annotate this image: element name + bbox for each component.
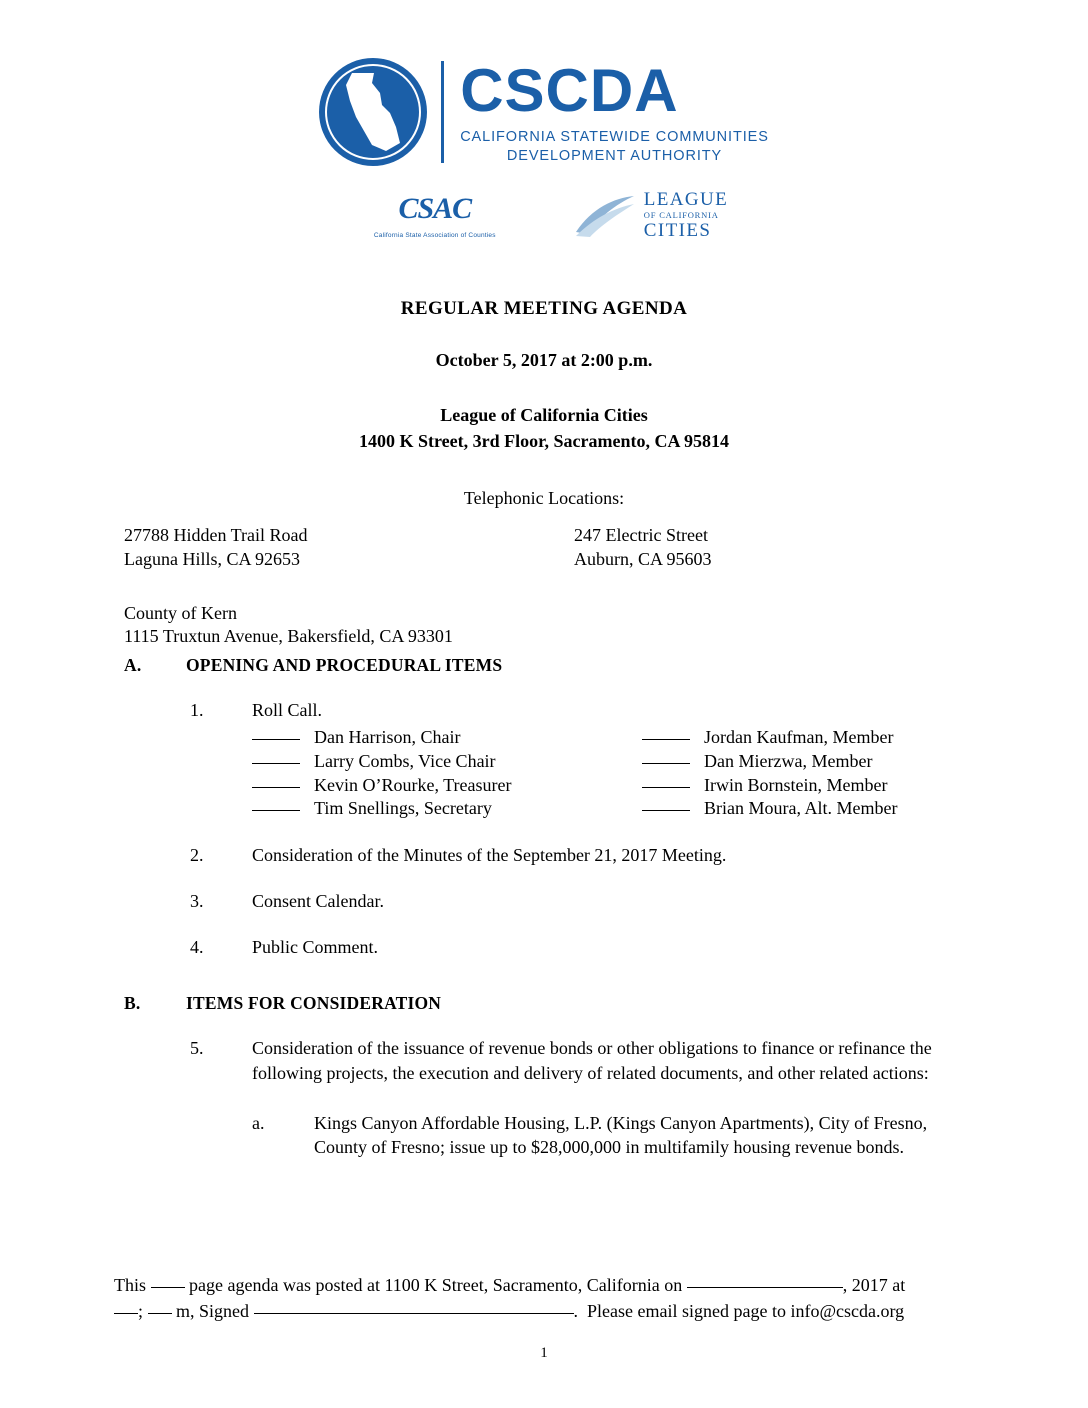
roll-call-name: Irwin Bornstein, Member: [704, 774, 888, 795]
telephonic-row: [124, 548, 964, 572]
league-line-3: CITIES: [643, 219, 712, 241]
meeting-datetime: October 5, 2017 at 2:00 p.m.: [435, 350, 653, 370]
league-line-2: OF CALIFORNIA: [643, 209, 719, 220]
league-of-california-cities-logo: [574, 190, 728, 241]
roll-call-entry: [252, 797, 642, 821]
section-a-letter: A.: [124, 655, 142, 675]
minute-blank[interactable]: [148, 1313, 172, 1314]
footer-part-6: .: [573, 1301, 579, 1322]
cscda-logo-area: [0, 58, 1088, 171]
section-b-title: ITEMS FOR CONSIDERATION: [186, 993, 442, 1014]
telephonic-third-name: County of Kern: [124, 602, 237, 623]
roll-call-checkbox-line[interactable]: [252, 763, 300, 764]
section-heading-b: [124, 993, 1088, 1014]
agenda-item-3: [190, 889, 1088, 913]
roll-call-entry: [642, 774, 887, 798]
brand-acronym: CSCDA: [460, 57, 679, 124]
table-row: [252, 750, 1088, 774]
section-a-title: OPENING AND PROCEDURAL ITEMS: [186, 655, 503, 675]
section-b-letter: B.: [124, 993, 141, 1014]
agenda-item-1-text: Roll Call.: [252, 700, 323, 720]
footer-part-1: This: [114, 1275, 147, 1295]
hour-blank[interactable]: [114, 1313, 138, 1314]
agenda-item-2: [190, 843, 1088, 867]
csac-subtitle: California State Association of Counties: [373, 231, 496, 239]
page-count-blank[interactable]: [151, 1287, 185, 1288]
cscda-wordmark: [441, 57, 769, 164]
agenda-item-1-number: 1.: [190, 700, 204, 720]
telephonic-left-address: 27788 Hidden Trail Road: [124, 525, 308, 545]
agenda-item-1: [190, 698, 1088, 722]
roll-call-checkbox-line[interactable]: [252, 739, 300, 740]
telephonic-third-location: [124, 602, 964, 650]
agenda-item-3-text: Consent Calendar.: [252, 891, 384, 912]
page-title: REGULAR MEETING AGENDA: [400, 298, 688, 319]
roll-call-name: Brian Moura, Alt. Member: [704, 798, 898, 819]
telephonic-third-address: 1115 Truxtun Avenue, Bakersfield, CA 93301: [124, 626, 453, 647]
footer-part-4: ;: [138, 1301, 144, 1322]
roll-call-name: Jordan Kaufman, Member: [704, 727, 894, 748]
roll-call-name: Tim Snellings, Secretary: [314, 798, 492, 819]
agenda-item-5-text: Consideration of the issuance of revenue bonds or other obligations to finance or refinance the following projects, the execution and delivery of related documents, and other related actions:: [252, 1038, 932, 1083]
cscda-logo: [319, 58, 769, 166]
roll-call-checkbox-line[interactable]: [642, 810, 690, 811]
title-block: [0, 298, 1088, 509]
telephonic-row: [124, 524, 964, 548]
roll-call-checkbox-line[interactable]: [642, 763, 690, 764]
table-row: [252, 797, 1088, 821]
roll-call-entry: [642, 750, 872, 774]
agenda-body: [0, 655, 1088, 1159]
telephonic-right-address: 247 Electric Street: [574, 525, 708, 545]
roll-call-checkbox-line[interactable]: [252, 810, 300, 811]
agenda-item-4-text: Public Comment.: [252, 937, 378, 958]
agenda-item-5a-letter: a.: [252, 1112, 265, 1133]
roll-call-name: Larry Combs, Vice Chair: [314, 750, 496, 771]
agenda-item-3-number: 3.: [190, 891, 204, 912]
agenda-item-5a: [252, 1111, 1088, 1159]
signature-blank[interactable]: [254, 1313, 574, 1314]
telephonic-locations: [124, 524, 964, 649]
table-row: [252, 726, 1088, 750]
roll-call-name: Dan Mierzwa, Member: [704, 750, 873, 771]
roll-call-entry: [642, 797, 897, 821]
csac-logo: [360, 192, 510, 239]
roll-call-entry: [252, 750, 642, 774]
table-row: [252, 774, 1088, 798]
agenda-item-5-number: 5.: [190, 1038, 204, 1059]
page-number: 1: [540, 1345, 548, 1361]
league-wordmark: [644, 190, 728, 241]
footer-part-2: page agenda was posted at 1100 K Street, Sacramento, California on: [189, 1275, 683, 1295]
footer-part-3: , 2017 at: [842, 1275, 906, 1295]
roll-call-checkbox-line[interactable]: [642, 787, 690, 788]
section-heading-a: [124, 655, 1088, 676]
telephonic-locations-label: Telephonic Locations:: [463, 488, 625, 508]
roll-call-name: Kevin O’Rourke, Treasurer: [314, 774, 512, 795]
telephonic-right-citystate: Auburn, CA 95603: [574, 548, 712, 569]
roll-call-entry: [252, 726, 642, 750]
agenda-item-5a-text: Kings Canyon Affordable Housing, L.P. (Kings Canyon Apartments), City of Fresno, County of Fresno; issue up to $28,000,000 in multifamily housing revenue bonds.: [314, 1112, 928, 1157]
agenda-item-2-text: Consideration of the Minutes of the September 21, 2017 Meeting.: [252, 845, 727, 866]
agenda-item-2-number: 2.: [190, 845, 204, 866]
california-state-seal-icon: [319, 58, 427, 166]
footer-part-5: m, Signed: [176, 1301, 250, 1322]
partner-logos: [0, 190, 1088, 241]
brand-line-2: DEVELOPMENT AUTHORITY: [506, 147, 723, 164]
roll-call-entry: [252, 774, 642, 798]
date-blank[interactable]: [687, 1287, 843, 1288]
telephonic-left-citystate: Laguna Hills, CA 92653: [124, 548, 300, 569]
csac-wordmark: CSAC: [398, 191, 472, 225]
posting-certification: [114, 1272, 974, 1324]
footer-part-7: Please email signed page to info@cscda.org: [587, 1301, 905, 1322]
brand-line-1: CALIFORNIA STATEWIDE COMMUNITIES: [460, 129, 769, 145]
roll-call-checkbox-line[interactable]: [642, 739, 690, 740]
roll-call-name: Dan Harrison, Chair: [314, 727, 461, 748]
agenda-item-4: [190, 935, 1088, 959]
league-line-1: LEAGUE: [643, 189, 729, 210]
roll-call-table: [252, 726, 1088, 821]
venue-name: League of California Cities: [440, 405, 648, 425]
roll-call-entry: [642, 726, 893, 750]
agenda-item-4-number: 4.: [190, 937, 204, 958]
agenda-item-5: [190, 1036, 1088, 1084]
venue-address: 1400 K Street, 3rd Floor, Sacramento, CA 95814: [359, 431, 729, 451]
roll-call-checkbox-line[interactable]: [252, 787, 300, 788]
swoosh-icon: [574, 192, 636, 238]
